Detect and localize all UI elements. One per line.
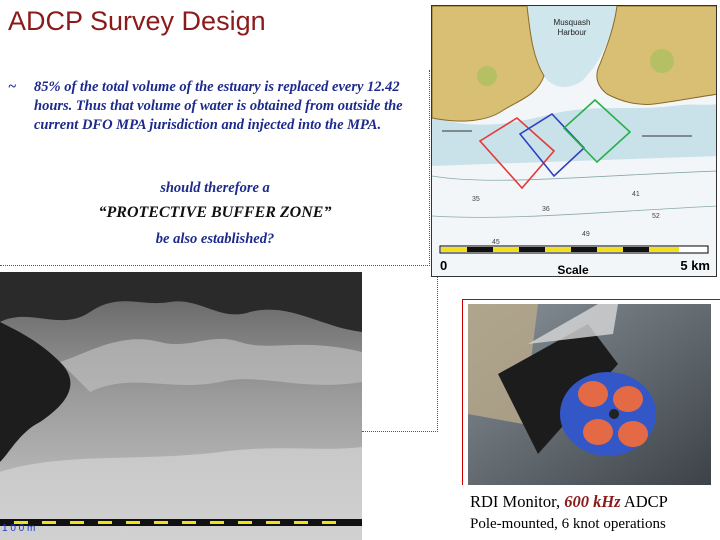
scale-start-label: 0 — [440, 258, 448, 273]
bullet-paragraph — [8, 78, 418, 135]
aerial-photo — [0, 272, 362, 540]
svg-text:49: 49 — [582, 231, 590, 238]
bullet-rest: hours. Thus that volume of water is obtained from outside the current DFO MPA jurisdiction and injected into the MPA. — [34, 98, 403, 133]
scale-end-label: 5 km — [680, 258, 710, 273]
svg-text:52: 52 — [652, 213, 660, 220]
connector-line-vertical — [437, 272, 438, 432]
slide-title: ADCP Survey Design — [8, 6, 266, 36]
connector-line-horizontal — [362, 431, 438, 432]
caption-frequency: 600 kHz — [564, 492, 621, 511]
svg-text:36: 36 — [542, 206, 550, 213]
harbour-label-line2: Harbour — [557, 28, 587, 37]
chart-svg — [432, 6, 717, 277]
text-box — [0, 70, 430, 266]
bullet-marker: ~ — [8, 79, 17, 95]
nautical-chart — [431, 5, 717, 277]
photo-caption-line2: Pole-mounted, 6 knot operations — [470, 516, 666, 532]
harbour-label-line1: Musquash — [553, 18, 591, 27]
question-line-3: be also established? — [155, 231, 275, 247]
svg-text:41: 41 — [632, 191, 640, 198]
svg-text:35: 35 — [472, 196, 480, 203]
photo-caption-line1 — [470, 492, 668, 512]
buffer-zone-heading: “PROTECTIVE BUFFER ZONE” — [98, 204, 332, 221]
caption-device: ADCP — [620, 492, 668, 511]
aerial-scale-label: 1 0 0 m — [2, 523, 36, 534]
bullet-first-line: 85% of the total volume of the estuary is replaced every 12.42 — [34, 79, 400, 95]
caption-model: RDI Monitor, — [470, 492, 565, 511]
question-line-1: should therefore a — [160, 180, 270, 196]
adcp-photo — [468, 304, 711, 485]
svg-text:45: 45 — [492, 239, 500, 246]
scale-word-label: Scale — [557, 263, 589, 277]
